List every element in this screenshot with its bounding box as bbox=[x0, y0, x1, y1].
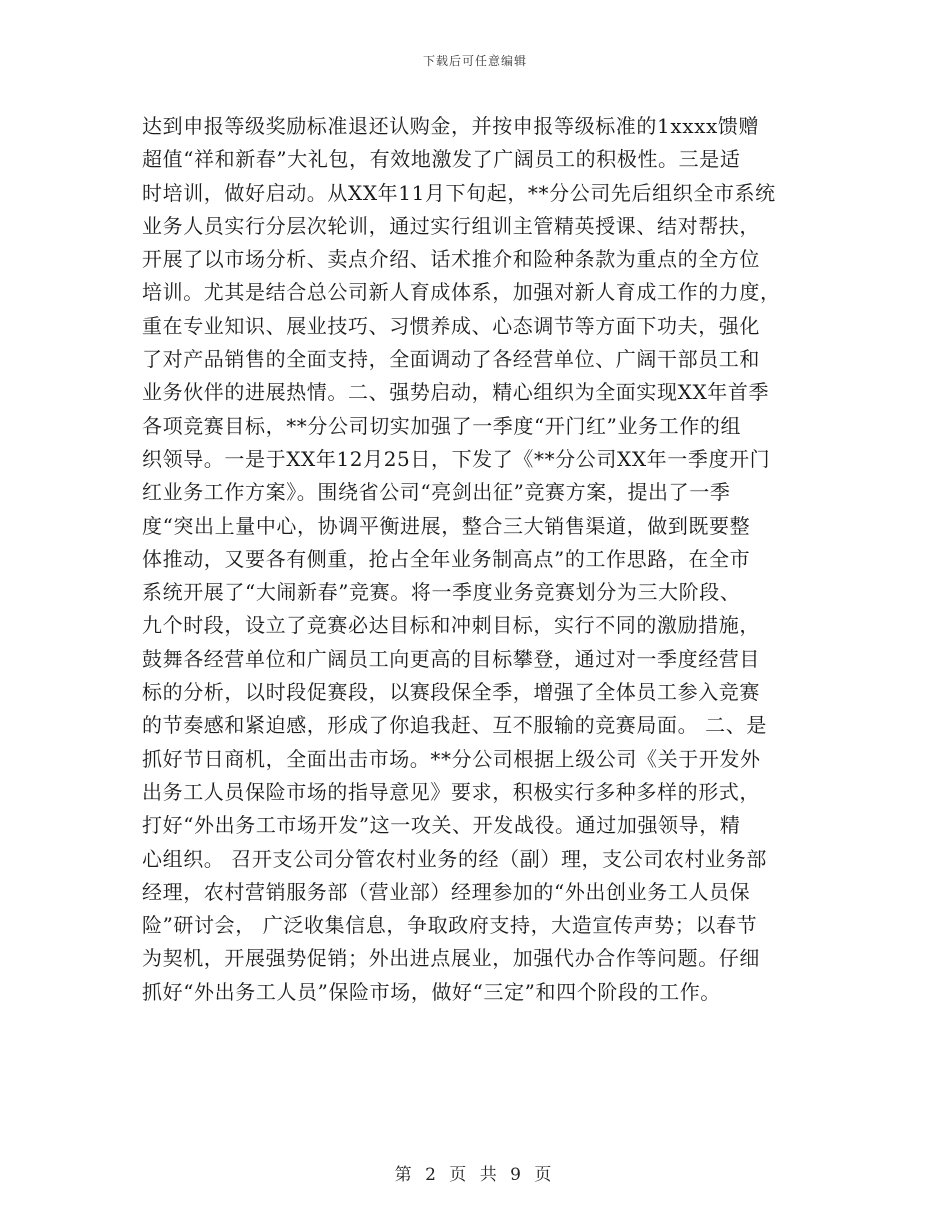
text-line: 度“突出上量中心，协调平衡进展，整合三大销售渠道，做到既要整 bbox=[142, 513, 751, 538]
text-line: 打好“外出务工市场开发”这一攻关、开发战役。通过加强领导，精 bbox=[142, 813, 741, 838]
text-line: 培训。尤其是结合总公司新人育成体系，加强对新人育成工作的力度， bbox=[142, 280, 781, 305]
text-line: 了对产品销售的全面支持，全面调动了各经营单位、广阔干部员工和 bbox=[142, 347, 760, 372]
text-line: 时培训，做好启动。从XX年11月下旬起，**分公司先后组织全市系统 bbox=[142, 180, 776, 205]
text-line: 抓好“外出务工人员”保险市场，做好“三定”和四个阶段的工作。 bbox=[142, 979, 721, 1004]
text-line: 业务伙伴的进展热情。二、强势启动，精心组织为全面实现XX年首季 bbox=[142, 380, 770, 405]
text-line: 开展了以市场分析、卖点介绍、话术推介和险种条款为重点的全方位 bbox=[142, 247, 760, 272]
text-line: 的节奏感和紧迫感，形成了你追我赶、互不服输的竞赛局面。 二、是 bbox=[142, 713, 767, 738]
text-line: 险”研讨会， 广泛收集信息，争取政府支持，大造宣传声势；以春节 bbox=[142, 913, 758, 938]
text-line: 红业务工作方案》。围绕省公司“亮剑出征”竞赛方案，提出了一季 bbox=[142, 480, 731, 505]
page-header: 下载后可任意编辑 bbox=[422, 54, 527, 68]
text-line: 系统开展了“大闹新春”竞赛。将一季度业务竞赛划分为三大阶段、 bbox=[142, 580, 741, 605]
text-line: 鼓舞各经营单位和广阔员工向更高的目标攀登，通过对一季度经营目 bbox=[142, 646, 760, 671]
text-line: 心组织。 召开支公司分管农村业务的经（副）理，支公司农村业务部 bbox=[142, 846, 767, 871]
text-line: 各项竞赛目标，**分公司切实加强了一季度“开门红”业务工作的组 bbox=[142, 413, 742, 438]
page-number-footer: 第 2 页 共 9 页 bbox=[394, 1165, 556, 1185]
text-line: 为契机，开展强势促销；外出进点展业，加强代办合作等问题。仔细 bbox=[142, 946, 760, 971]
text-line: 超值“祥和新春”大礼包，有效地激发了广阔员工的积极性。三是适 bbox=[142, 147, 741, 172]
text-line: 抓好节日商机，全面出击市场。**分公司根据上级公司《关于开发外 bbox=[142, 746, 761, 771]
text-line: 达到申报等级奖励标准退还认购金，并按申报等级标准的1xxxx馈赠 bbox=[142, 114, 760, 138]
text-line: 重在专业知识、展业技巧、习惯养成、心态调节等方面下功夫，强化 bbox=[142, 313, 760, 338]
text-line: 体推动，又要各有侧重，抢占全年业务制高点”的工作思路，在全市 bbox=[142, 546, 751, 571]
text-line: 九个时段，设立了竞赛必达目标和冲刺目标，实行不同的激励措施， bbox=[142, 613, 760, 638]
text-line: 经理，农村营销服务部（营业部）经理参加的“外出创业务工人员保 bbox=[142, 879, 751, 904]
text-line: 业务人员实行分层次轮训，通过实行组训主管精英授课、结对帮扶， bbox=[142, 213, 760, 238]
body-text bbox=[142, 110, 822, 1009]
text-line: 出务工人员保险市场的指导意见》要求，积极实行多种多样的形式， bbox=[142, 779, 760, 804]
text-line: 织领导。一是于XX年12月25日，下发了《**分公司XX年一季度开门 bbox=[142, 446, 771, 471]
text-line: 标的分析，以时段促赛段，以赛段保全季，增强了全体员工参入竞赛 bbox=[142, 680, 760, 705]
